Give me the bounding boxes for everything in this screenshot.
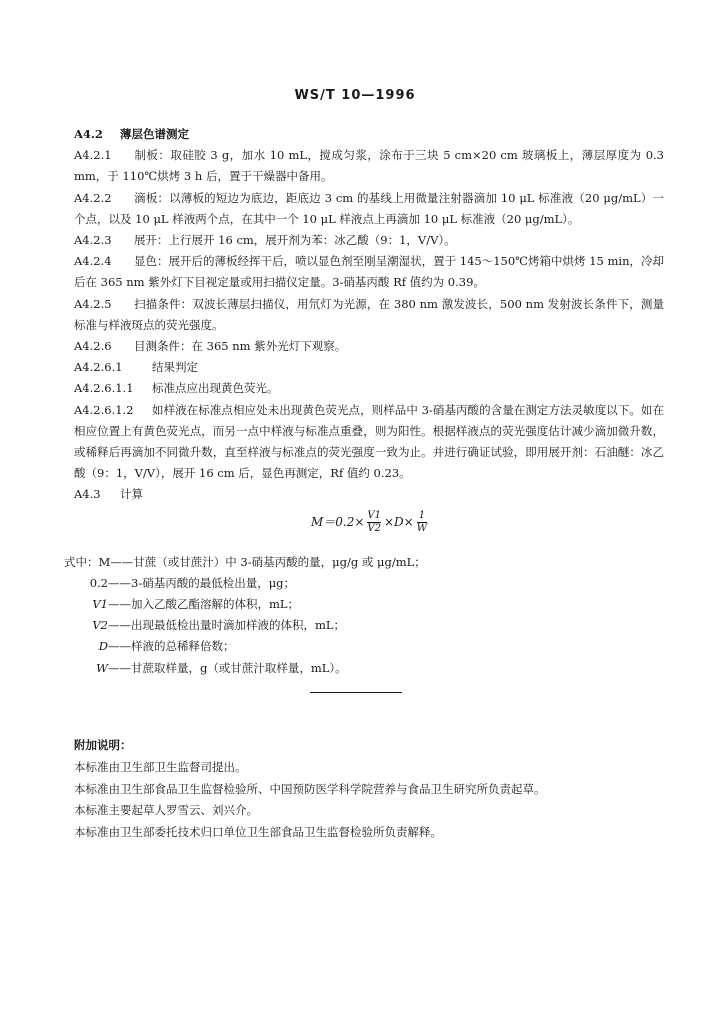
variable-description: ——加入乙酸乙酯溶解的体积，mL； (108, 597, 300, 612)
section-a4-2-3 (74, 230, 664, 251)
variable-row (64, 658, 664, 679)
section-number: A4.2.4 (74, 254, 112, 269)
formula-frac2-denominator: W (416, 522, 428, 534)
section-text: 显色：展开后的薄板经挥干后，喷以显色剂至刚呈潮湿状，置于 145～150℃烤箱中烘烤 15 min，冷却后在 365 nm 紫外灯下目视定量或用扫描仪定量。3-硝基丙酸 Rf 值约为 0.39。 (74, 254, 664, 290)
variable-row (64, 573, 664, 594)
additional-notes (74, 735, 664, 844)
variable-row (64, 636, 664, 657)
section-text: 滴板：以薄板的短边为底边，距底边 3 cm 的基线上用微量注射器滴加 10 μL 标准液（20 μg/mL）一个点，以及 10 μL 样液两个点，在其中一个 10 μL 样液点上再滴加 10 μL 标准液（20 μg/mL）。 (74, 190, 664, 226)
variable-description: ——甘蔗取样量，g（或甘蔗汁取样量，mL）。 (108, 660, 347, 675)
formula-lhs: M＝0.2× (310, 514, 365, 529)
formula-frac1-numerator: V1 (367, 509, 381, 521)
variable-symbol: 式中：M (64, 554, 111, 569)
section-number: A4.2.6 (74, 339, 112, 354)
section-divider (310, 692, 402, 693)
section-text: 如样液在标准点相应处未出现黄色荧光点，则样品中 3-硝基丙酸的含量在测定方法灵敏度以下。如在相应位置上有黄色荧光点，而另一点中样液与标准点重叠，则为阳性。根据样液点的荧光强度估计减少滴加微升数，或稀释后再滴加不同微升数，直至样液与标准点的荧光强度一致为止。并进行确证试验，即用展开剂：石油醚：冰乙酸（9：1，V/V），展开 16 cm 后，显色再测定，Rf 值约 0.23。 (74, 402, 664, 481)
variable-symbol: V2 (92, 618, 108, 633)
variable-description: ——出现最低检出量时滴加样液的体积，mL； (108, 618, 346, 633)
notes-title: 附加说明： (74, 738, 132, 752)
formula-frac2-numerator: 1 (418, 509, 426, 521)
section-number: A4.2.6.1.1 (74, 381, 134, 396)
section-text: 扫描条件：双波长薄层扫描仪，用氘灯为光源，在 380 nm 激发波长，500 nm 发射波长条件下，测量标准与样液斑点的荧光强度。 (74, 296, 664, 332)
section-number: A4.2.3 (74, 233, 112, 248)
formula-frac1-denominator: V2 (367, 522, 381, 534)
section-text: 展开：上行展开 16 cm，展开剂为苯：冰乙酸（9：1，V/V）。 (134, 233, 456, 248)
formula-fraction-v (367, 510, 381, 535)
section-number: A4.2.1 (74, 148, 112, 163)
section-text: 目测条件：在 365 nm 紫外光灯下观察。 (134, 339, 347, 354)
section-number: A4.2.2 (74, 190, 112, 205)
section-text: 标准点应出现黄色荧光。 (152, 381, 279, 396)
variable-definitions (64, 552, 664, 679)
section-a4-2-1 (74, 145, 664, 187)
variable-description: ——样液的总稀释倍数； (108, 639, 235, 654)
section-a4-2-6 (74, 336, 664, 357)
section-a4-2-4 (74, 251, 664, 293)
notes-line: 本标准由卫生部卫生监督司提出。 (74, 759, 247, 774)
variable-row (64, 615, 664, 636)
section-a4-2-6-1 (74, 357, 664, 378)
section-text: 制板：取硅胶 3 g，加水 10 mL，搅成匀浆，涂布于三块 5 cm×20 cm 玻璃板上，薄层厚度为 0.3 mm，于 110℃烘烤 3 h 后，置于干燥器中备用。 (74, 148, 664, 184)
variable-description: ——甘蔗（或甘蔗汁）中 3-硝基丙酸的量，μg/g 或 μg/mL； (110, 554, 426, 569)
variable-symbol: 0.2 (89, 575, 108, 590)
section-number: A4.3 (74, 487, 101, 502)
formula-fraction-w (417, 510, 427, 535)
section-a4-3 (74, 484, 664, 505)
section-text: 薄层色谱测定 (120, 127, 189, 141)
section-text: 结果判定 (152, 360, 198, 375)
formula-mid: ×D× (384, 514, 414, 529)
notes-line: 本标准由卫生部食品卫生监督检验所、中国预防医学科学院营养与食品卫生研究所负责起草。 (74, 781, 546, 796)
variable-description: ——3-硝基丙酸的最低检出量，μg； (108, 575, 296, 590)
section-a4-2-6-1-2 (74, 400, 664, 485)
section-number: A4.2 (74, 127, 103, 141)
section-number: A4.2.6.1 (74, 360, 123, 375)
main-content (64, 124, 664, 679)
section-a4-2-6-1-1 (74, 378, 664, 399)
variable-row (64, 594, 664, 615)
section-a4-2-2 (74, 188, 664, 230)
section-a4-2-5 (74, 294, 664, 336)
variable-symbol: V1 (92, 597, 108, 612)
notes-line: 本标准由卫生部委托技术归口单位卫生部食品卫生监督检验所负责解释。 (74, 825, 442, 840)
variable-symbol: W (96, 660, 108, 675)
section-text: 计算 (120, 487, 143, 502)
page-header: WS/T 10—1996 (294, 88, 416, 103)
section-a4-2 (74, 124, 664, 145)
variable-symbol: D (98, 639, 108, 654)
calculation-formula (74, 510, 664, 550)
variable-row (64, 552, 664, 573)
section-number: A4.2.5 (74, 296, 112, 311)
notes-line: 本标准主要起草人罗雪云、刘兴介。 (74, 803, 258, 818)
section-number: A4.2.6.1.2 (74, 402, 134, 417)
